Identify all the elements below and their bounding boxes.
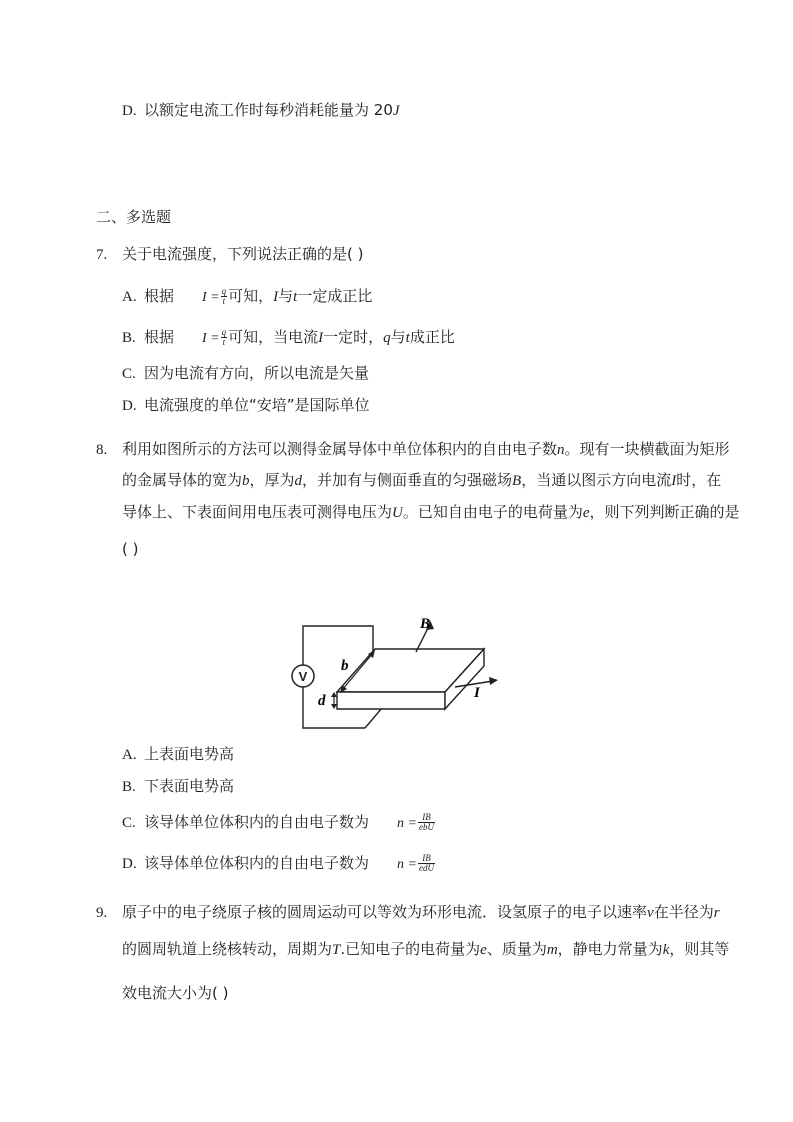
var: b xyxy=(242,473,250,489)
var: n xyxy=(557,442,565,458)
fraction-num: q xyxy=(221,286,227,296)
option-text: 可知， xyxy=(228,287,274,305)
circuit-wire xyxy=(303,626,373,665)
option-text: 一定时， xyxy=(323,328,384,346)
option-prefix: 根据 xyxy=(144,287,175,305)
question-text: ，当通以图示方向电流 xyxy=(521,471,672,489)
option-letter: D. xyxy=(122,856,137,872)
fraction-den: t xyxy=(222,296,226,306)
var: t xyxy=(293,289,298,305)
q6-option-d xyxy=(122,100,400,121)
var: e xyxy=(582,505,590,521)
option-letter: A. xyxy=(122,289,137,305)
thickness-arrowhead xyxy=(331,692,337,697)
fraction xyxy=(221,287,228,306)
fraction-num: IB xyxy=(418,854,435,864)
var: I xyxy=(273,289,279,305)
var: I xyxy=(671,473,677,489)
question-text: 时，在 xyxy=(676,471,722,489)
q7-option-b xyxy=(122,327,455,349)
var: e xyxy=(480,942,487,958)
contact-wire xyxy=(365,708,382,728)
section-title: 二、多选题 xyxy=(96,208,172,226)
option-text: 该导体单位体积内的自由电子数为 xyxy=(144,813,370,831)
formula-lhs: I = xyxy=(202,331,220,346)
question-text: 原子中的电子绕原子核的圆周运动可以等效为环形电流．设氢原子的电子以速率 xyxy=(122,903,648,921)
option-letter: A. xyxy=(122,747,137,763)
question-text: ，厚为 xyxy=(249,471,295,489)
option-text: 该导体单位体积内的自由电子数为 xyxy=(144,854,370,872)
q7-stem xyxy=(96,244,363,265)
fraction-num: IB xyxy=(418,813,435,823)
question-number: 7. xyxy=(96,247,108,263)
current-label: I xyxy=(474,685,480,701)
var: v xyxy=(647,905,654,921)
option-text: 因为电流有方向，所以电流是矢量 xyxy=(144,364,370,382)
option-letter: C. xyxy=(122,366,136,382)
option-text: 上表面电势高 xyxy=(144,745,235,763)
q7-option-d xyxy=(122,395,370,416)
width-label: b xyxy=(341,658,349,674)
var: U xyxy=(392,505,403,521)
option-prefix: 根据 xyxy=(144,328,175,346)
q7-option-c xyxy=(122,363,369,384)
question-text: .已知电子的电荷量为 xyxy=(340,940,481,958)
q8-option-b xyxy=(122,776,234,797)
option-text: 与 xyxy=(390,328,406,346)
fraction-den: t xyxy=(222,337,226,347)
formula-lhs: n = xyxy=(397,816,417,831)
option-text: 下表面电势高 xyxy=(144,777,235,795)
option-text: 电流强度的单位“安培”是国际单位 xyxy=(144,396,370,414)
option-letter: D. xyxy=(122,398,137,414)
fraction xyxy=(418,854,435,873)
var: k xyxy=(662,942,670,958)
q8-option-d xyxy=(122,853,436,875)
q9-line-2 xyxy=(122,939,729,960)
fraction-den: edU xyxy=(418,863,434,873)
question-text: 、质量为 xyxy=(486,940,547,958)
option-text: 成正比 xyxy=(409,328,455,346)
question-text: 的圆周轨道上绕核转动，周期为 xyxy=(122,940,333,958)
option-text: 一定成正比 xyxy=(297,287,373,305)
question-text: ，并加有与侧面垂直的匀强磁场 xyxy=(302,471,513,489)
var: q xyxy=(383,330,391,346)
current-arrowhead xyxy=(489,677,498,685)
q8-line-3 xyxy=(122,502,740,523)
thickness-arrowhead xyxy=(331,704,337,709)
question-number: 8. xyxy=(96,442,108,458)
question-text: 关于电流强度，下列说法正确的是( ) xyxy=(122,245,364,263)
option-text: 与 xyxy=(278,287,294,305)
option-text: 可知，当电流 xyxy=(228,328,319,346)
question-text: 导体上、下表面间用电压表可测得电压为 xyxy=(122,503,393,521)
q8-line-2 xyxy=(122,470,721,491)
option-text: 以额定电流工作时每秒消耗能量为 20 xyxy=(144,101,393,119)
fraction-den: ebU xyxy=(418,822,434,832)
fraction-num: q xyxy=(221,327,227,337)
var: r xyxy=(713,905,720,921)
fraction xyxy=(418,813,435,832)
option-letter: B. xyxy=(122,779,136,795)
question-text: 在半径为 xyxy=(653,903,714,921)
q7-option-a xyxy=(122,286,372,308)
slab-front-face xyxy=(337,692,445,709)
q8-option-a xyxy=(122,744,234,765)
option-letter: D. xyxy=(122,103,137,119)
option-letter: B. xyxy=(122,330,136,346)
q8-line-1 xyxy=(96,439,730,460)
question-text: ，静电力常量为 xyxy=(557,940,663,958)
q9-line-3: 效电流大小为( ) xyxy=(122,984,229,1002)
q8-line-4: ( ) xyxy=(122,540,139,558)
voltmeter-label: V xyxy=(298,669,308,684)
unit: J xyxy=(392,103,400,119)
option-letter: C. xyxy=(122,815,136,831)
var: B xyxy=(512,473,522,489)
hall-effect-diagram xyxy=(285,612,505,737)
question-number: 9. xyxy=(96,905,108,921)
question-text: 利用如图所示的方法可以测得金属导体中单位体积内的自由电子数 xyxy=(122,440,558,458)
hall-effect-svg xyxy=(285,612,505,737)
var: I xyxy=(318,330,324,346)
var: T xyxy=(332,942,341,958)
var: m xyxy=(546,942,558,958)
question-text: 的金属导体的宽为 xyxy=(122,471,243,489)
q8-option-c xyxy=(122,812,436,834)
b-field-label: B xyxy=(420,616,431,632)
fraction xyxy=(221,328,228,347)
formula-lhs: n = xyxy=(397,857,417,872)
question-text: ，则其等 xyxy=(669,940,730,958)
question-text: 。现有一块横截面为矩形 xyxy=(564,440,730,458)
formula-lhs: I = xyxy=(202,290,220,305)
thickness-label: d xyxy=(318,693,326,709)
q9-line-1 xyxy=(96,902,720,923)
question-text: ，则下列判断正确的是 xyxy=(589,503,740,521)
var: t xyxy=(405,330,410,346)
var: d xyxy=(294,473,303,489)
question-text: 。已知自由电子的电荷量为 xyxy=(402,503,583,521)
